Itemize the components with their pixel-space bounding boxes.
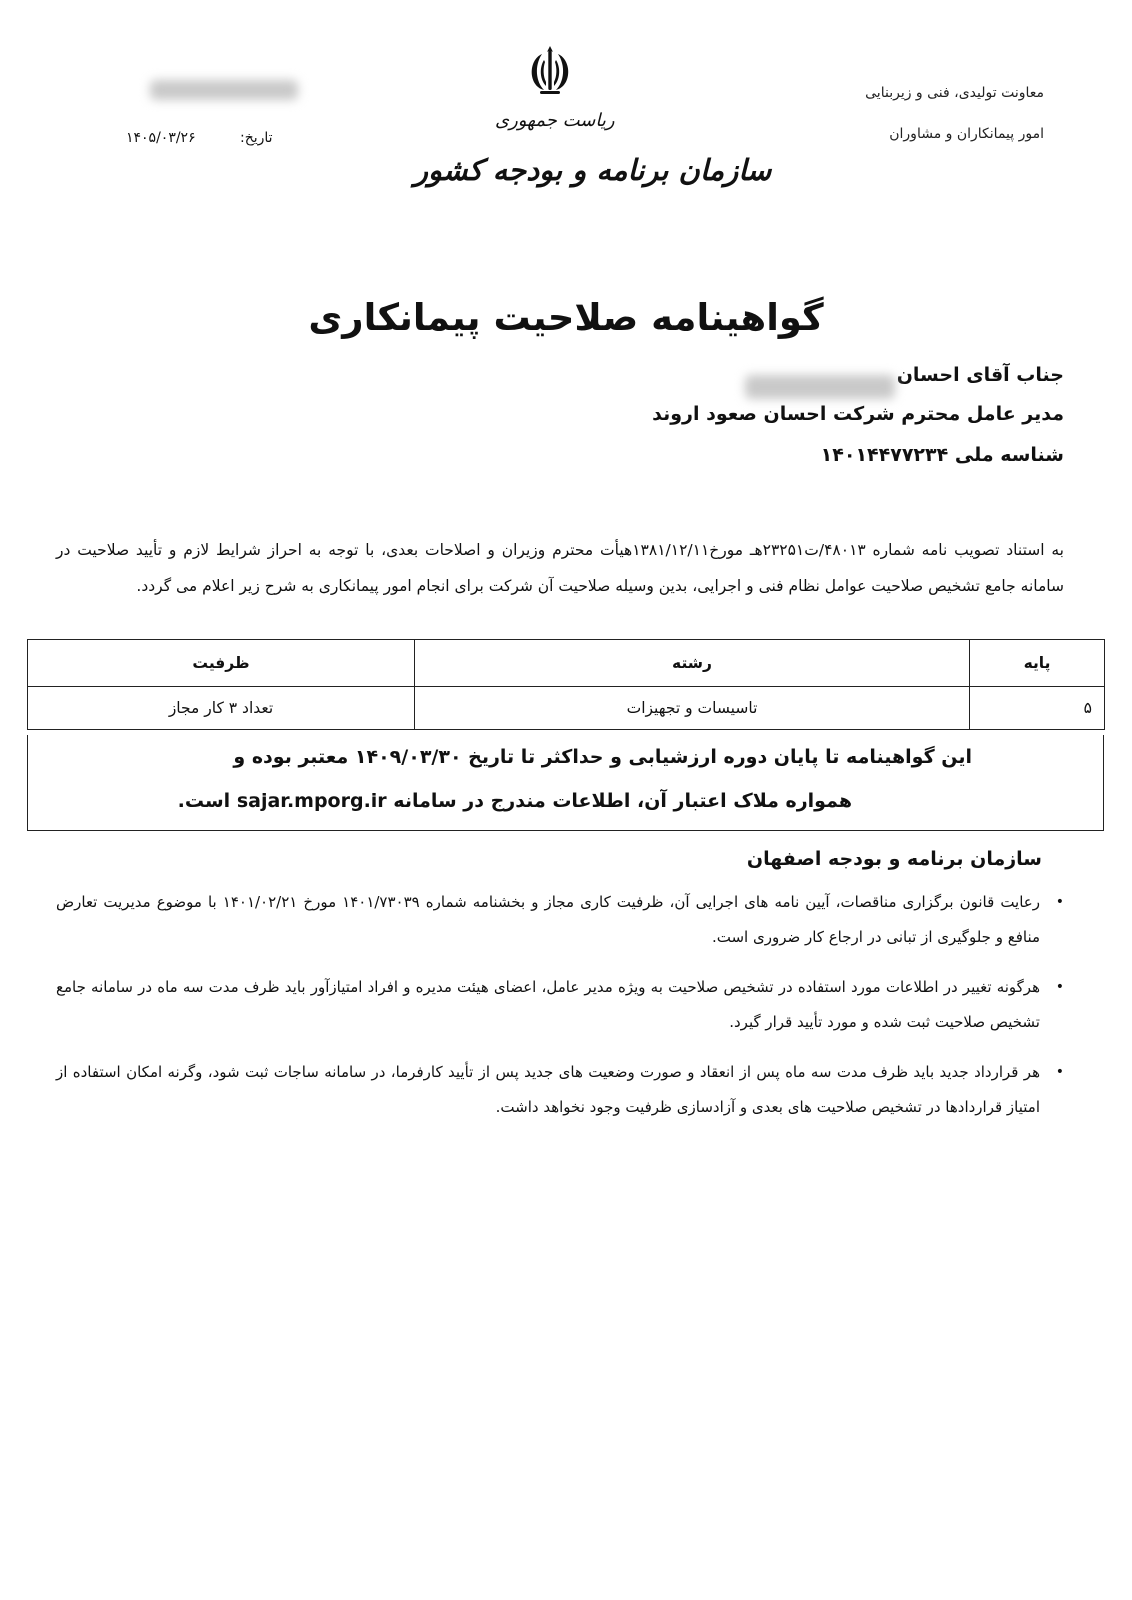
cell-base: ۵	[970, 687, 1105, 730]
qualification-table	[27, 639, 1105, 730]
intro-paragraph: به استناد تصویب نامه شماره ۴۸۰۱۳/ت۲۳۲۵۱هـ مورخ۱۳۸۱/۱۲/۱۱هیأت محترم وزیران و اصلاحات بعدی، با توجه به احراز شرایط لازم و تأیید صلاحیت در سامانه جامع تشخیص صلاحیت عوامل نظام فنی و اجرایی، بدین وسیله صلاحیت آن شرکت برای انجام امور پیمانکاری به شرح زیر اعلام می گردد.	[56, 541, 1064, 595]
redacted-surname	[745, 375, 895, 399]
date-value: ۱۴۰۵/۰۳/۲۶	[126, 130, 196, 146]
note-text: هر قرارداد جدید باید ظرف مدت سه ماه پس از انعقاد و صورت وضعیت های جدید پس از تأیید کارفرما، در سامانه ساجات ثبت شود، وگرنه امکان استفاده از امتیاز قراردادها در تشخیص صلاحیت های بعدی و آزادسازی ظرفیت وجود نخواهد داشت.	[56, 1063, 1040, 1116]
header-capacity: ظرفیت	[28, 640, 415, 687]
recipient-position: مدیر عامل محترم شرکت احسان صعود اروند	[652, 403, 1064, 425]
table-row	[28, 687, 1105, 730]
presidency-label: ریاست جمهوری	[495, 110, 615, 131]
date-label: تاریخ:	[240, 130, 273, 146]
validity-notice-line-2: همواره ملاک اعتبار آن، اطلاعات مندرج در سامانه sajar.mporg.ir است.	[177, 790, 852, 812]
list-item	[56, 970, 1064, 1040]
redacted-letter-number	[150, 80, 298, 100]
note-text: هرگونه تغییر در اطلاعات مورد استفاده در تشخیص صلاحیت به ویژه مدیر عامل، اعضای هیئت مدیره و افراد امتیازآور باید ظرف مدت سه ماه در سامانه جامع تشخیص صلاحیت ثبت شده و مورد تأیید قرار گیرد.	[56, 978, 1040, 1031]
national-id: شناسه ملی ۱۴۰۱۴۴۷۷۲۳۴	[820, 444, 1064, 466]
bullet-icon: •	[1055, 894, 1064, 910]
header-field: رشته	[415, 640, 970, 687]
header-base: پایه	[970, 640, 1105, 687]
note-text: رعایت قانون برگزاری مناقصات، آیین نامه های اجرایی آن، ظرفیت کاری مجاز و بخشنامه شماره ۱۴۰۱/۷۳۰۳۹ مورخ ۱۴۰۱/۰۲/۲۱ با موضوع مدیریت تعارض منافع و جلوگیری از تبانی در ارجاع کار ضروری است.	[56, 893, 1040, 946]
bullet-icon: •	[1055, 979, 1064, 995]
list-item	[56, 885, 1064, 955]
department-line-1: معاونت تولیدی، فنی و زیربنایی	[865, 85, 1044, 101]
recipient-name: جناب آقای احسان	[896, 364, 1064, 386]
department-line-2: امور پیمانکاران و مشاوران	[889, 126, 1044, 142]
issuer-signature: سازمان برنامه و بودجه اصفهان	[746, 848, 1042, 870]
cell-capacity: تعداد ۳ کار مجاز	[28, 687, 415, 730]
certificate-title: گواهینامه صلاحیت پیمانکاری	[308, 296, 824, 339]
validity-notice-line-1: این گواهینامه تا پایان دوره ارزشیابی و حداکثر تا تاریخ ۱۴۰۹/۰۳/۳۰ معتبر بوده و	[233, 746, 972, 768]
bullet-icon: •	[1055, 1064, 1064, 1080]
organization-name: سازمان برنامه و بودجه کشور	[414, 153, 772, 187]
notes-list	[56, 885, 1064, 1140]
cell-field: تاسیسات و تجهیزات	[415, 687, 970, 730]
iran-emblem-icon	[522, 42, 578, 98]
table-header-row	[28, 640, 1105, 687]
list-item	[56, 1055, 1064, 1125]
